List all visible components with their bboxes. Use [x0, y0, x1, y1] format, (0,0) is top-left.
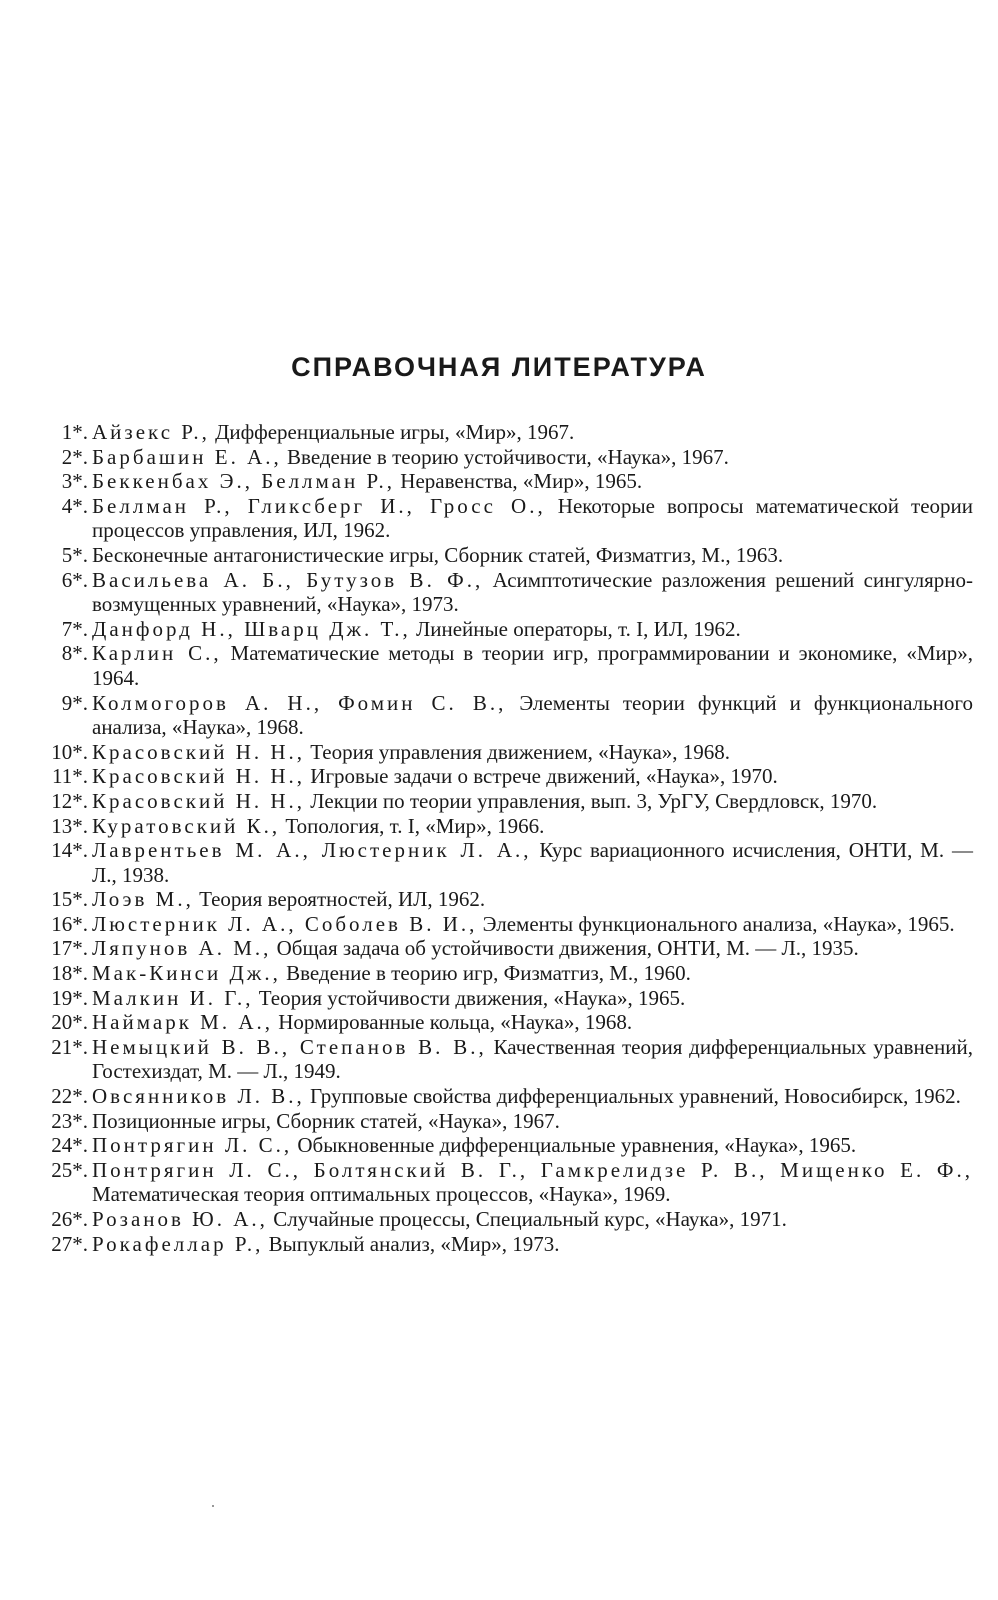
reference-item — [28, 445, 973, 470]
reference-body — [92, 936, 973, 961]
reference-item — [28, 887, 973, 912]
reference-text: Обыкновенные дифференциальные уравнения, «Наука», 1965. — [292, 1133, 857, 1158]
reference-authors: Розанов Ю. А., — [92, 1207, 268, 1231]
reference-authors: Колмогоров А. Н., Фомин С. В., — [92, 690, 507, 715]
reference-number: 14*. — [51, 838, 88, 863]
reference-authors: Ляпунов А. М., — [92, 936, 272, 961]
reference-authors: Красовский Н. Н., — [92, 788, 306, 813]
reference-authors: Понтрягин Л. С., Болтянский В. Г., Гамкрелидзе Р. В., Мищенко Е. Ф., — [92, 1157, 973, 1182]
reference-number: 25*. — [51, 1157, 88, 1182]
reference-body — [92, 1232, 973, 1257]
reference-item — [28, 1158, 973, 1207]
reference-authors: Рокафеллар Р., — [92, 1231, 264, 1256]
reference-item — [28, 691, 973, 740]
reference-item — [28, 420, 973, 445]
reference-item — [28, 936, 973, 961]
reference-authors: Немыцкий В. В., Степанов В. В., — [92, 1034, 487, 1059]
reference-number: 15*. — [51, 887, 88, 912]
reference-body — [92, 445, 973, 470]
reference-body — [92, 961, 973, 986]
reference-text: Выпуклый анализ, «Мир», 1973. — [263, 1231, 560, 1256]
reference-text: Топология, т. I, «Мир», 1966. — [280, 813, 545, 838]
reference-body — [92, 1035, 973, 1084]
reference-text: Математические методы в теории игр, программировании и экономике, «Мир», 1964. — [92, 641, 973, 690]
reference-text: Бесконечные антагонистические игры, Сборник статей, Физматгиз, М., 1963. — [92, 542, 784, 567]
reference-item — [28, 1207, 973, 1232]
page-title: СПРАВОЧНАЯ ЛИТЕРАТУРА — [291, 352, 707, 382]
reference-authors: Малкин И. Г., — [92, 985, 254, 1010]
reference-number: 3*. — [61, 469, 88, 494]
reference-text: Некоторые вопросы математической теории процессов управления, ИЛ, 1962. — [92, 493, 973, 543]
reference-authors: Понтрягин Л. С., — [92, 1133, 293, 1158]
reference-item — [28, 961, 973, 986]
reference-authors: Барбашин Е. А., — [92, 444, 282, 469]
reference-item — [28, 1109, 973, 1134]
reference-text: Позиционные игры, Сборник статей, «Наука», 1967. — [92, 1108, 560, 1133]
reference-item — [28, 1084, 973, 1109]
reference-authors: Наймарк М. А., — [92, 1010, 273, 1035]
reference-body — [92, 617, 973, 642]
reference-number: 27*. — [51, 1231, 88, 1256]
reference-text: Теория вероятностей, ИЛ, 1962. — [193, 887, 486, 912]
reference-item — [28, 568, 973, 617]
reference-number: 7*. — [61, 616, 88, 641]
reference-text: Математическая теория оптимальных процессов, «Наука», 1969. — [92, 1182, 671, 1207]
reference-authors: Карлин С., — [92, 641, 222, 666]
reference-number: 4*. — [61, 493, 88, 518]
reference-text: Случайные процессы, Специальный курс, «Наука», 1971. — [267, 1207, 787, 1231]
reference-item — [28, 789, 973, 814]
reference-body — [92, 568, 973, 617]
reference-body — [92, 912, 973, 937]
reference-body — [92, 1084, 973, 1109]
reference-body — [92, 494, 973, 543]
reference-authors: Беллман Р., Гликсберг И., Гросс О., — [92, 493, 546, 518]
reference-text: Введение в теорию игр, Физматгиз, М., 1960. — [280, 961, 691, 986]
reference-item — [28, 543, 973, 568]
reference-item — [28, 912, 973, 937]
reference-text: Асимптотические разложения решений сингулярно-возмущенных уравнений, «Наука», 1973. — [92, 567, 973, 617]
reference-number: 21*. — [51, 1034, 88, 1059]
reference-body — [92, 1158, 973, 1207]
reference-text: Общая задача об устойчивости движения, ОНТИ, М. — Л., 1935. — [271, 936, 859, 961]
reference-body — [92, 1109, 973, 1134]
reference-number: 11*. — [52, 764, 88, 789]
reference-text: Неравенства, «Мир», 1965. — [395, 469, 643, 494]
reference-number: 18*. — [51, 961, 88, 986]
reference-item — [28, 814, 973, 839]
reference-item — [28, 1232, 973, 1257]
reference-authors: Лаврентьев М. А., Люстерник Л. А., — [92, 838, 532, 863]
reference-text: Игровые задачи о встрече движений, «Наука», 1970. — [305, 764, 778, 789]
reference-authors: Данфорд Н., Шварц Дж. Т., — [92, 616, 411, 641]
reference-body — [92, 1207, 973, 1232]
reference-number: 12*. — [51, 788, 88, 813]
reference-number: 10*. — [51, 739, 88, 764]
reference-number: 9*. — [61, 690, 88, 715]
reference-body — [92, 641, 973, 690]
reference-text: Теория устойчивости движения, «Наука», 1965. — [253, 985, 686, 1010]
reference-item — [28, 740, 973, 765]
reference-authors: Айзекс Р., — [92, 420, 210, 444]
reference-body — [92, 789, 973, 814]
reference-authors: Овсянников Л. В., — [92, 1084, 305, 1109]
reference-text: Элементы теории функций и функционального анализа, «Наука», 1968. — [92, 690, 973, 740]
reference-text: Элементы функционального анализа, «Наука», 1965. — [477, 911, 955, 936]
reference-body — [92, 764, 973, 789]
reference-body — [92, 691, 973, 740]
reference-number: 23*. — [51, 1108, 88, 1133]
reference-number: 22*. — [51, 1084, 88, 1109]
reference-body — [92, 1010, 973, 1035]
reference-number: 13*. — [51, 813, 88, 838]
reference-number: 8*. — [61, 641, 88, 666]
reference-number: 20*. — [51, 1010, 88, 1035]
reference-text: Качественная теория дифференциальных уравнений, Гостехиздат, М. — Л., 1949. — [92, 1034, 973, 1084]
reference-number: 6*. — [61, 567, 88, 592]
reference-text: Теория управления движением, «Наука», 1968. — [305, 739, 731, 764]
reference-body — [92, 887, 973, 912]
reference-item — [28, 1035, 973, 1084]
reference-body — [92, 986, 973, 1011]
reference-text: Групповые свойства дифференциальных уравнений, Новосибирск, 1962. — [304, 1084, 961, 1109]
reference-item — [28, 986, 973, 1011]
reference-authors: Васильева А. Б., Бутузов В. Ф., — [92, 567, 484, 592]
reference-text: Дифференциальные игры, «Мир», 1967. — [209, 420, 575, 444]
reference-body — [92, 469, 973, 494]
reference-text: Курс вариационного исчисления, ОНТИ, М. — Л., 1938. — [92, 838, 973, 887]
reference-number: 24*. — [51, 1133, 88, 1158]
reference-item — [28, 1133, 973, 1158]
reference-authors: Люстерник Л. А., Соболев В. И., — [92, 911, 478, 936]
reference-item — [28, 494, 973, 543]
reference-number: 16*. — [51, 911, 88, 936]
reference-authors: Красовский Н. Н., — [92, 764, 306, 789]
reference-body — [92, 740, 973, 765]
reference-list — [28, 420, 973, 1256]
reference-item — [28, 469, 973, 494]
reference-item — [28, 1010, 973, 1035]
reference-item — [28, 764, 973, 789]
reference-number: 19*. — [51, 985, 88, 1010]
reference-text: Нормированные кольца, «Наука», 1968. — [272, 1010, 633, 1035]
reference-authors: Куратовский К., — [92, 813, 281, 838]
reference-authors: Красовский Н. Н., — [92, 739, 306, 764]
reference-number: 2*. — [61, 444, 88, 469]
reference-body — [92, 838, 973, 887]
reference-authors: Мак-Кинси Дж., — [92, 961, 281, 986]
reference-text: Линейные операторы, т. I, ИЛ, 1962. — [410, 616, 741, 641]
reference-text: Введение в теорию устойчивости, «Наука», 1967. — [281, 444, 729, 469]
reference-body — [92, 1133, 973, 1158]
reference-item — [28, 617, 973, 642]
reference-text: Лекции по теории управления, вып. 3, УрГУ, Свердловск, 1970. — [305, 788, 878, 813]
reference-number: 5*. — [61, 542, 88, 567]
reference-item — [28, 838, 973, 887]
reference-number: 26*. — [51, 1207, 88, 1231]
reference-item — [28, 641, 973, 690]
reference-authors: Лоэв М., — [92, 887, 194, 912]
reference-number: 1*. — [61, 420, 88, 444]
reference-body — [92, 420, 973, 445]
reference-authors: Беккенбах Э., Беллман Р., — [92, 469, 396, 494]
print-speck — [212, 1505, 214, 1507]
reference-body — [92, 543, 973, 568]
reference-body — [92, 814, 973, 839]
reference-number: 17*. — [51, 936, 88, 961]
